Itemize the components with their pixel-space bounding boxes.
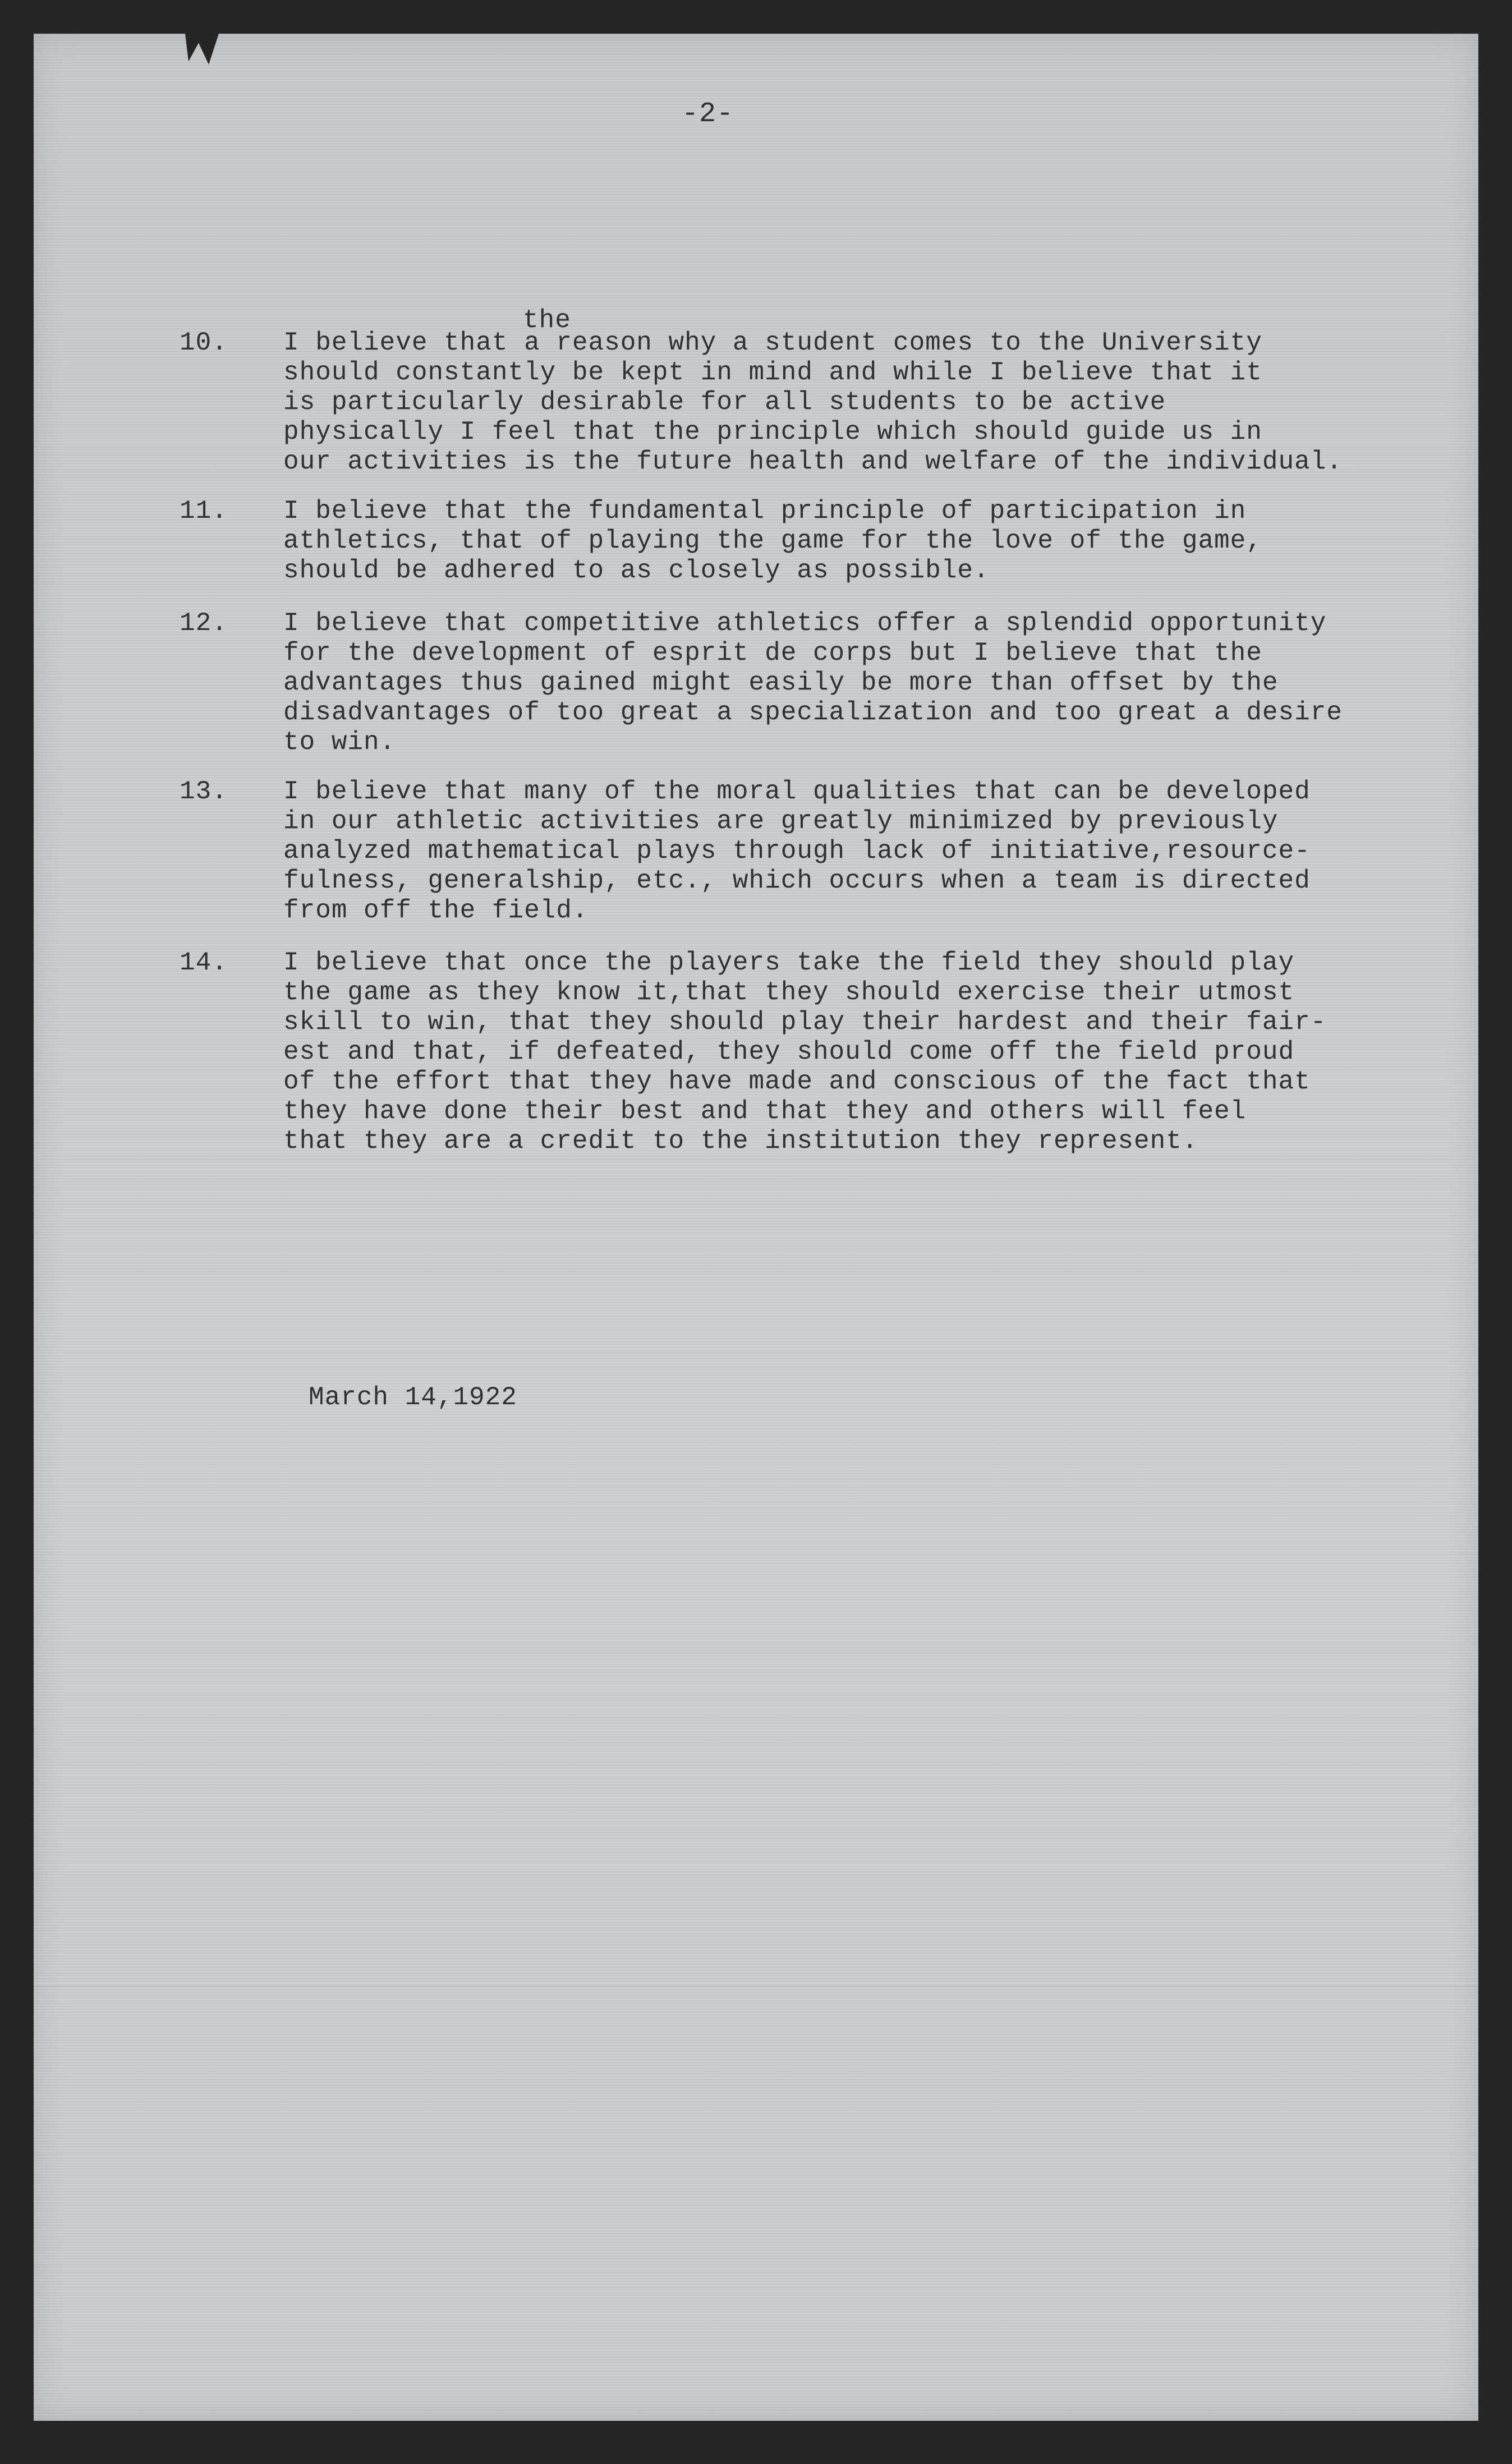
item-number: 11. bbox=[180, 497, 228, 526]
item-text: I believe that once the players take the field they should play the game as they know it,that they should exercise their utmost skill to win, that they should play their hardest and their fair- est and that, if defeated, they should come off the field proud of the effort that they have made and conscious of the fact that they have done their best and that they and others will feel that they are a credit to the institution they represent. bbox=[283, 948, 1327, 1156]
paper-fold-line bbox=[34, 1983, 1478, 1987]
item-number: 14. bbox=[180, 948, 228, 977]
handwritten-insertion: the bbox=[523, 306, 571, 335]
document-date: March 14,1922 bbox=[309, 1383, 517, 1412]
page-number: -2- bbox=[682, 98, 734, 130]
item-number: 13. bbox=[180, 777, 228, 806]
item-text: I believe that competitive athletics offer a splendid opportunity for the development of esprit de corps but I believe that the advantages thus gained might easily be more than offset by the disadvantages of too great a specialization and too great a desire to win. bbox=[283, 609, 1343, 757]
item-number: 10. bbox=[180, 328, 228, 357]
item-text: I believe that the fundamental principle of participation in athletics, that of playing the game for the love of the game, should be adhered to as closely as possible. bbox=[283, 497, 1262, 585]
item-text: I believe that a reason why a student comes to the University should constantly be kept in mind and while I believe that it is particularly desirable for all students to be active physically I feel that the principle which should guide us in our activities is the future health and welfare of the individual. bbox=[283, 328, 1343, 476]
item-text: I believe that many of the moral qualities that can be developed in our athletic activities are greatly minimized by previously analyzed mathematical plays through lack of initiative,resource- fulness, generalship, etc., which occurs when a team is directed from off the field. bbox=[283, 777, 1311, 925]
item-number: 12. bbox=[180, 609, 228, 638]
